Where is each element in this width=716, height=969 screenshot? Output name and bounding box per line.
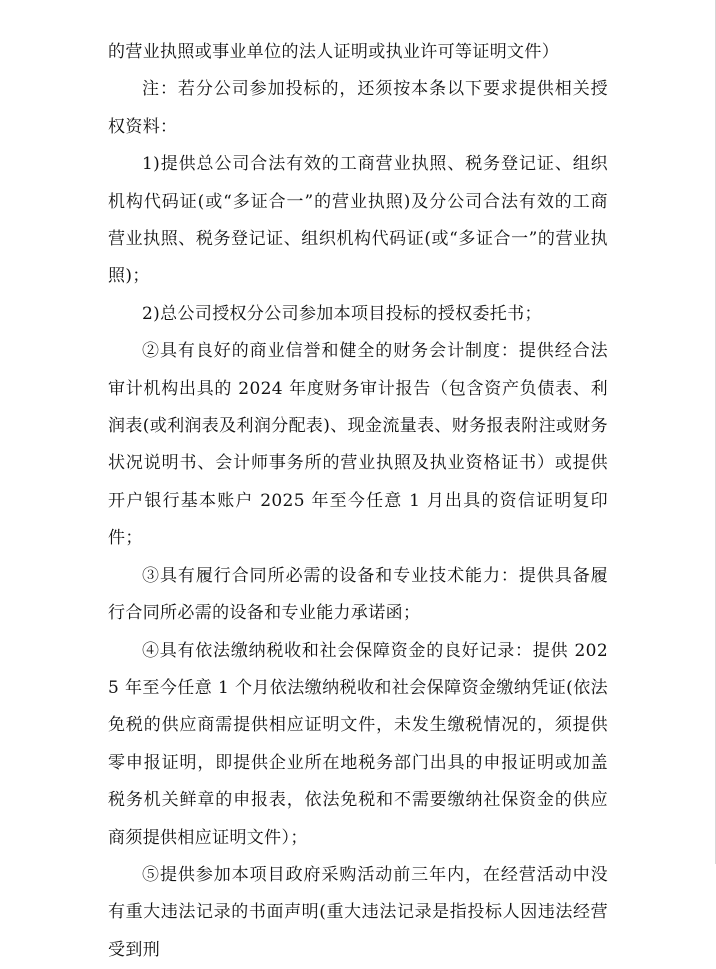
paragraph: 1)提供总公司合法有效的工商营业执照、税务登记证、组织机构代码证(或“多证合一”的营业执照)及分公司合法有效的工商营业执照、税务登记证、组织机构代码证(或“多证合一”的营业执照)； bbox=[108, 154, 608, 287]
paragraph: ③具有履行合同所必需的设备和专业技术能力：提供具备履行合同所必需的设备和专业能力承诺函； bbox=[108, 565, 608, 624]
paragraph: ②具有良好的商业信誉和健全的财务会计制度：提供经合法审计机构出具的 2024 年度财务审计报告（包含资产负债表、利润表(或利润表及利润分配表)、现金流量表、财务报表附注或财务状况说明书、会计师事务所的营业执照及执业资格证书）或提供开户银行基本账户 2025 年至今任意 1 月出具的资信证明复印件； bbox=[108, 341, 608, 549]
paragraph: ④具有依法缴纳税收和社会保障资金的良好记录：提供 2025 年至今任意 1 个月依法缴纳税收和社会保障资金缴纳凭证(依法免税的供应商需提供相应证明文件，未发生缴税情况的，须提供零申报证明，即提供企业所在地税务部门出具的申报证明或加盖税务机关鲜章的申报表，依法免税和不需要缴纳社保资金的供应商须提供相应证明文件）； bbox=[108, 640, 608, 848]
paragraph: 注：若分公司参加投标的，还须按本条以下要求提供相关授权资料： bbox=[108, 79, 608, 137]
paragraph: 的营业执照或事业单位的法人证明或执业许可等证明文件） bbox=[108, 42, 560, 62]
paragraph: ⑤提供参加本项目政府采购活动前三年内，在经营活动中没有重大违法记录的书面声明(重大违法记录是指投标人因违法经营受到刑 bbox=[108, 864, 608, 960]
document-body bbox=[108, 34, 608, 969]
paragraph: 2)总公司授权分公司参加本项目投标的授权委托书； bbox=[142, 303, 542, 324]
